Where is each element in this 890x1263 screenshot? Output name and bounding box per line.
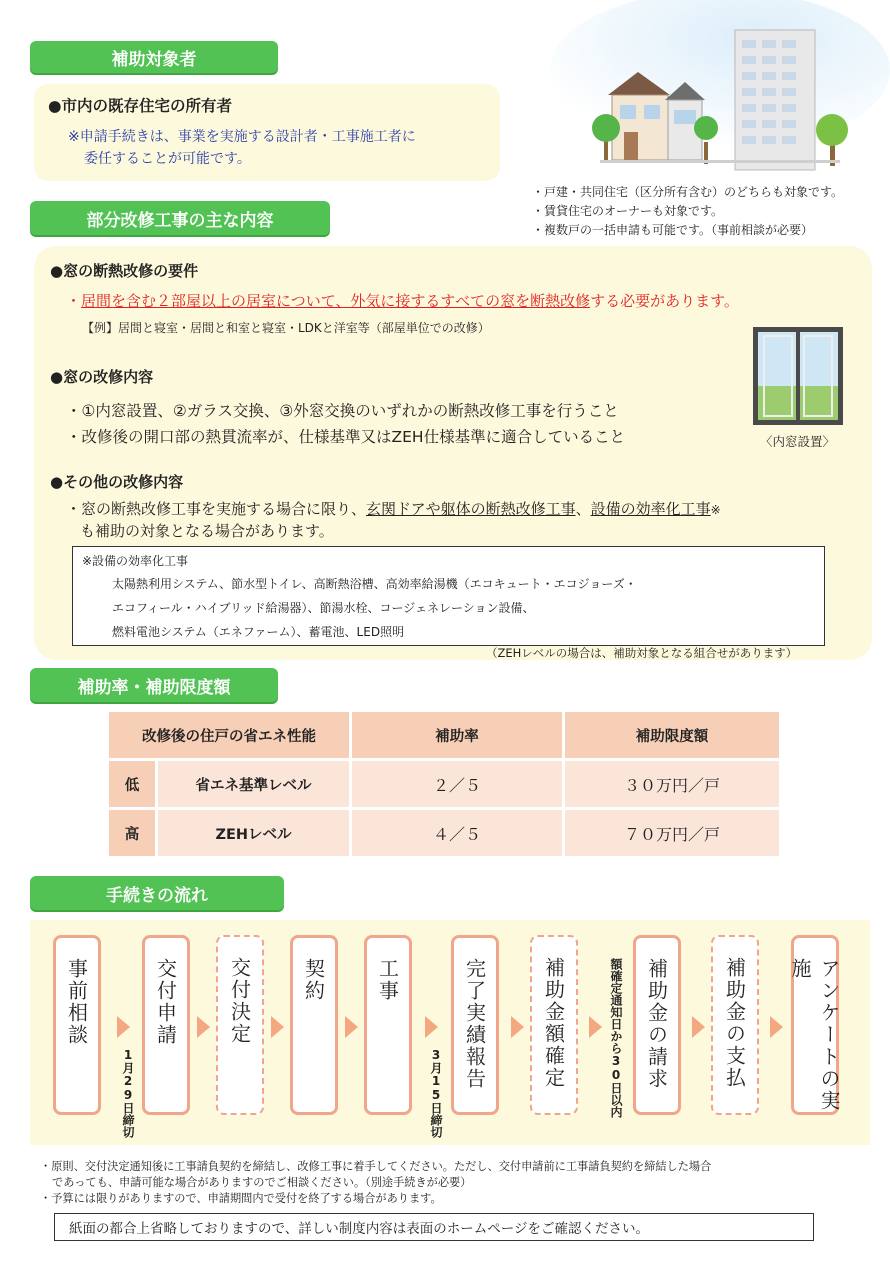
window-req-line [66, 290, 739, 311]
row-performance: 省エネ基準レベル [158, 761, 349, 807]
section-header-flow-label: 手続きの流れ [106, 885, 208, 906]
other-line1-e: ※ [710, 503, 721, 517]
row-rate: ２／５ [352, 761, 562, 807]
equipment-box-title: ※設備の効率化工事 [82, 554, 189, 568]
target-note-line2: 委任することが可能です。 [84, 151, 251, 167]
col-performance: 改修後の住戸の省エネ性能 [109, 712, 349, 758]
inner-window-illustration [752, 326, 844, 426]
window-req-example: 【例】居間と寝室・居間と和室と寝室・LDKと洋室等（部屋単位での改修） [82, 321, 490, 335]
flow-footnote-1: ・原則、交付決定通知後に工事請負契約を締結し、改修工事に着手してください。ただし、交付申請前に工事請負契約を締結した場合 [40, 1160, 712, 1173]
flow-step-survey: アンケートの実施 [791, 935, 839, 1115]
col-rate: 補助率 [352, 712, 562, 758]
target-right-note-2: ・賃貸住宅のオーナーも対象です。 [532, 204, 724, 218]
flow-step-report: 完了実績報告 [451, 935, 499, 1115]
homepage-notice-text: 紙面の都合上省略しておりますので、詳しい制度内容は表面のホームページをご確認ください。 [69, 1221, 649, 1237]
section-header-contents [30, 201, 330, 235]
flow-step-consult: 事前相談 [53, 935, 101, 1115]
section-header-target [30, 41, 278, 73]
window-req-part1: 居間を含む２部屋以上の居室について、 [81, 292, 351, 310]
flow-deadline-report: 3月15日締切 [429, 1048, 443, 1138]
other-content-head: ●その他の改修内容 [50, 473, 184, 491]
equipment-box-line3: 燃料電池システム（エネファーム）、蓄電池、LED照明 [112, 625, 405, 639]
zeh-note: （ZEHレベルの場合は、補助対象となる組合せがあります） [486, 646, 798, 660]
flow-step-payment: 補助金の支払 [711, 935, 759, 1115]
window-caption: 〈内窓設置〉 [760, 434, 836, 449]
row-level: 低 [109, 761, 155, 807]
equipment-box-line1: 太陽熱利用システム、節水型トイレ、高断熱浴槽、高効率給湯機（エコキュート・エコジョーズ・ [112, 577, 637, 591]
section-header-contents-label: 部分改修工事の主な内容 [86, 210, 274, 231]
flow-step-decision: 交付決定 [216, 935, 264, 1115]
flow-step-amount-fixed: 補助金額確定 [530, 935, 578, 1115]
flow-footnote-3: ・予算には限りがありますので、申請期間内で受付を終了する場合があります。 [40, 1192, 442, 1205]
window-req-head: ●窓の断熱改修の要件 [50, 262, 199, 280]
window-content-head: ●窓の改修内容 [50, 368, 154, 386]
flow-step-construction: 工事 [364, 935, 412, 1115]
flow-arrow-icon [197, 1016, 210, 1038]
flow-step-application: 交付申請 [142, 935, 190, 1115]
other-line1-d: 設備の効率化工事 [590, 500, 711, 518]
flow-arrow-icon [692, 1016, 705, 1038]
other-content-line2: も補助の対象となる場合があります。 [80, 522, 334, 540]
target-owner: ●市内の既存住宅の所有者 [48, 97, 233, 115]
equipment-box-line2: エコフィール・ハイブリッド給湯器）、節湯水栓、コージェネレーション設備、 [112, 601, 535, 615]
window-content-line1: ・①内窓設置、②ガラス交換、③外窓交換のいずれかの断熱改修工事を行うこと [66, 402, 619, 420]
row-level: 高 [109, 810, 155, 856]
subsidy-rate-table [106, 709, 782, 859]
section-header-flow [30, 876, 284, 910]
col-limit: 補助限度額 [565, 712, 779, 758]
row-rate: ４／５ [352, 810, 562, 856]
target-note-line1: ※申請手続きは、事業を実施する設計者・工事施工者に [68, 129, 416, 145]
table-row [109, 810, 779, 856]
other-content-line1 [66, 498, 721, 519]
flow-arrow-icon [345, 1016, 358, 1038]
flow-arrow-icon [589, 1016, 602, 1038]
flow-deadline-claim: 額確定通知日から30日以内 [609, 958, 623, 1118]
housing-illustration [520, 0, 890, 180]
other-line1-c: 、 [575, 500, 591, 518]
other-line1-b: 玄関ドアや躯体の断熱改修工事 [366, 500, 576, 518]
flow-step-contract: 契約 [290, 935, 338, 1115]
table-row [109, 761, 779, 807]
window-content-line2: ・改修後の開口部の熱貫流率が、仕様基準又はZEH仕様基準に適合していること [66, 428, 626, 446]
section-header-rate-label: 補助率・補助限度額 [77, 677, 231, 698]
flow-arrow-icon [271, 1016, 284, 1038]
window-req-part2: 外気に接するすべての窓を断熱改修 [350, 292, 591, 310]
flow-arrow-icon [511, 1016, 524, 1038]
table-header-row [109, 712, 779, 758]
flow-step-claim: 補助金の請求 [633, 935, 681, 1115]
flow-deadline-application: 1月29日締切 [121, 1048, 135, 1138]
flow-arrow-icon [117, 1016, 130, 1038]
homepage-notice-box [54, 1213, 814, 1241]
target-right-note-1: ・戸建・共同住宅（区分所有含む）のどちらも対象です。 [532, 185, 844, 199]
flow-footnote-2: であっても、申請可能な場合がありますのでご相談ください。（別途手続きが必要） [52, 1176, 472, 1189]
flow-arrow-icon [770, 1016, 783, 1038]
target-right-note-3: ・複数戸の一括申請も可能です。（事前相談が必要） [532, 223, 814, 237]
flow-arrow-icon [425, 1016, 438, 1038]
other-line1-a: ・窓の断熱改修工事を実施する場合に限り、 [66, 500, 367, 518]
window-req-part3: する必要があります。 [590, 292, 739, 310]
section-header-target-label: 補助対象者 [111, 49, 197, 70]
section-header-rate [30, 668, 278, 702]
window-req-prefix: ・ [66, 292, 82, 310]
row-performance: ZEHレベル [158, 810, 349, 856]
row-limit: ７０万円／戸 [565, 810, 779, 856]
row-limit: ３０万円／戸 [565, 761, 779, 807]
